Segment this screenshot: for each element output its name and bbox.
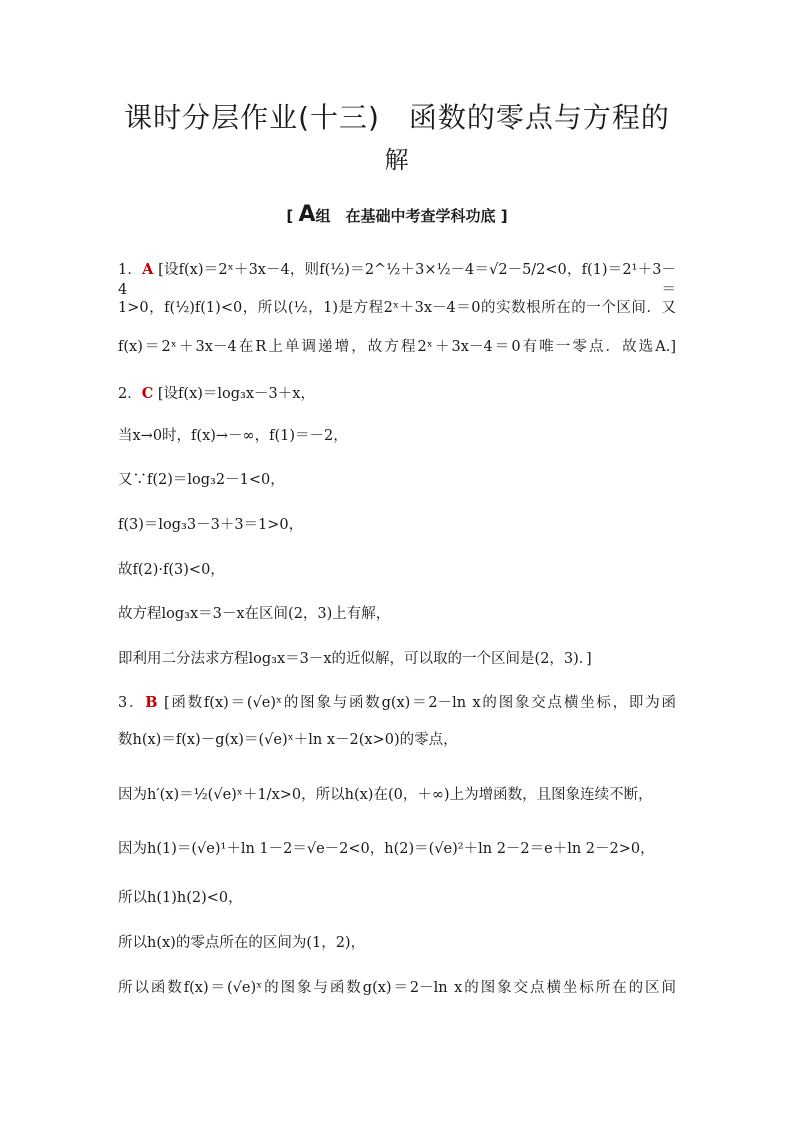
item3-line7: 所以函数f(x)＝(√e)ˣ的图象与函数g(x)＝2－ln x的图象交点横坐标所在的区间 [118, 980, 676, 996]
item3-line6: 所以h(x)的零点所在的区间为(1，2)， [118, 935, 366, 951]
group-letter: A [298, 202, 316, 227]
group-heading [0, 202, 794, 227]
item3-answer: B [145, 694, 158, 711]
group-text: 组 在基础中考查学科功底 [315, 207, 496, 225]
item2-line6: 故方程log₃x＝3－x在区间(2，3)上有解， [118, 606, 391, 622]
item3-text-1: [函数f(x)＝(√e)ˣ的图象与函数g(x)＝2－ln x的图象交点横坐标，即为函 [163, 695, 676, 711]
item2-line4: f(3)＝log₃3－3＋3＝1>0， [118, 517, 304, 533]
item3-line5: 所以h(1)h(2)<0， [118, 890, 243, 906]
item3-line2: 数h(x)＝f(x)－g(x)＝(√e)ˣ＋ln x－2(x>0)的零点， [118, 732, 458, 748]
item2-line3: 又∵f(2)＝log₃2－1<0， [118, 472, 285, 488]
item3-line3: 因为h′(x)＝½(√e)ˣ＋1/x>0，所以h(x)在(0，＋∞)上为增函数，且图象连续不断， [118, 787, 653, 803]
item1-number: 1． [118, 262, 143, 278]
item2-line2: 当x→0时，f(x)→－∞，f(1)＝－2， [118, 428, 348, 444]
item2-line5: 故f(2)·f(3)<0， [118, 562, 225, 578]
item2-line1 [118, 384, 315, 404]
group-close-bracket: ] [500, 207, 508, 225]
item1-answer: A [142, 261, 154, 278]
item1-text-1: [设f(x)＝2ˣ＋3x－4，则f(½)＝2^½＋3×½－4＝√2－5/2<0，f(1)＝2¹＋3－4＝ [118, 262, 676, 298]
item2-line7: 即利用二分法求方程log₃x＝3－x的近似解，可以取的一个区间是(2，3)．] [118, 651, 592, 667]
item3-line4: 因为h(1)＝(√e)¹＋ln 1－2＝√e－2<0，h(2)＝(√e)²＋ln 2－2＝e＋ln 2－2>0， [118, 841, 655, 857]
item3-number: 3． [118, 695, 146, 711]
item1-line2: 1>0，f(½)f(1)<0，所以(½，1)是方程2ˣ＋3x－4＝0的实数根所在的一个区间．又 [118, 300, 676, 316]
group-open-bracket: [ [286, 207, 294, 225]
item1-line1 [118, 260, 676, 300]
item2-answer: C [141, 385, 154, 402]
item2-text-1: [设f(x)＝log₃x－3＋x， [157, 386, 315, 402]
item1-line3: f(x)＝2ˣ＋3x－4在R上单调递增，故方程2ˣ＋3x－4＝0有唯一零点．故选A.] [118, 339, 676, 355]
page-title-line2: 解 [384, 146, 410, 174]
page-title-line1: 课时分层作业(十三) 函数的零点与方程的 [124, 101, 670, 134]
item3-line1 [118, 693, 676, 713]
item2-number: 2． [118, 386, 142, 402]
